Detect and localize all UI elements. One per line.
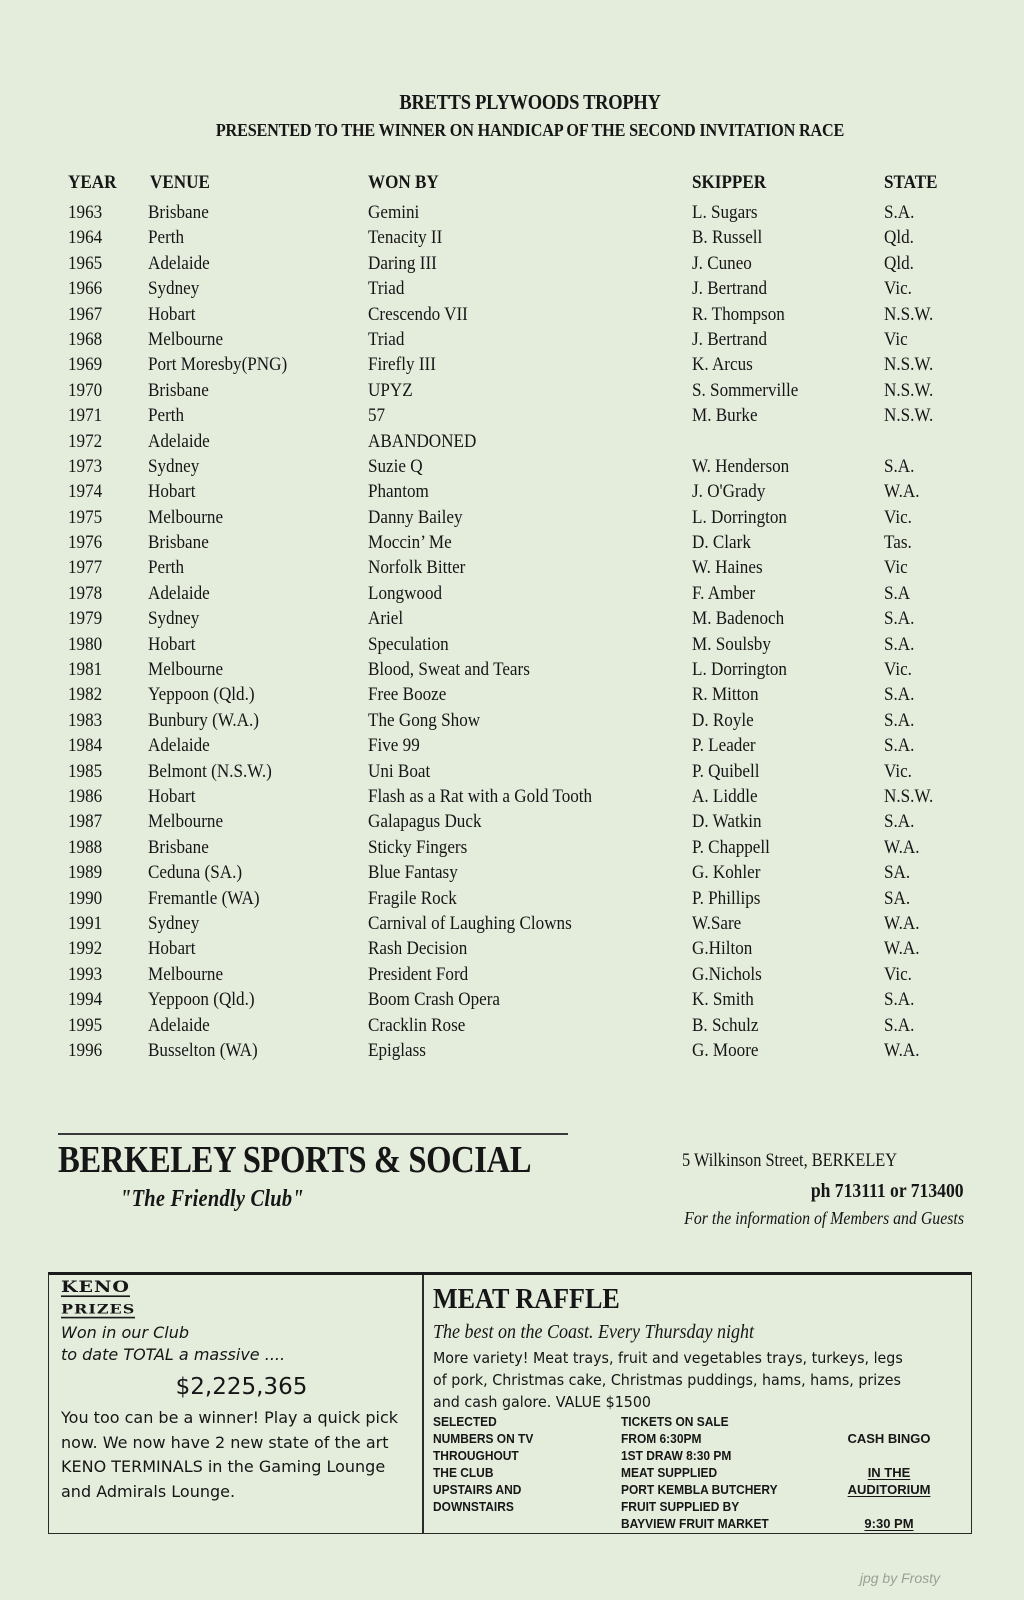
image-credit: jpg by Frosty [859,1570,940,1586]
cell-skipper: J. Cuneo [692,252,752,274]
trophy-subtitle: PRESENTED TO THE WINNER ON HANDICAP OF THE SECOND INVITATION RACE [215,120,845,140]
cell-state: W.A. [884,481,920,503]
raffle-title: MEAT RAFFLE [433,1283,620,1315]
cell-year: 1994 [68,989,103,1011]
cell-venue: Ceduna (SA.) [148,862,243,884]
cell-year: 1987 [68,811,103,833]
cell-skipper: K. Smith [692,989,754,1011]
cell-year: 1990 [68,887,103,909]
cell-skipper: J. O'Grady [692,481,766,503]
header-state: STATE [884,172,938,193]
cell-skipper: G.Hilton [692,938,753,960]
table-row [68,936,968,961]
table-row [68,555,968,580]
cell-year: 1971 [68,405,103,427]
table-row [68,454,968,479]
keno-panel [61,1279,416,1504]
keno-line2: to date TOTAL a massive .... [61,1345,286,1364]
cell-skipper: D. Royle [692,709,754,731]
cell-skipper: W. Haines [692,557,763,579]
cell-year: 1967 [68,303,103,325]
cell-won-by: ABANDONED [368,430,477,452]
results-table [68,170,968,1063]
cell-won-by: Carnival of Laughing Clowns [368,912,572,934]
table-row [68,987,968,1012]
cell-skipper: B. Schulz [692,1014,759,1036]
header-venue: VENUE [150,172,210,193]
table-row [68,327,968,352]
header-skipper: SKIPPER [692,172,767,193]
cell-year: 1963 [68,202,103,223]
cell-year: 1966 [68,278,103,300]
cell-state: S.A [884,582,911,604]
raffle-col2-line: PORT KEMBLA BUTCHERY [621,1482,778,1497]
bingo-line2: AUDITORIUM [847,1482,931,1497]
cell-state: Qld. [884,227,914,249]
keno-amount: $2,225,365 [175,1374,308,1400]
cell-year: 1996 [68,1039,103,1061]
cell-won-by: Epiglass [368,1039,426,1061]
cell-year: 1972 [68,430,103,452]
cell-year: 1964 [68,227,103,249]
raffle-tickets-column [621,1413,778,1532]
cell-skipper: D. Watkin [692,811,762,833]
cell-state: Vic. [884,760,912,782]
table-row [68,530,968,555]
table-row [68,581,968,606]
cell-venue: Melbourne [148,328,224,350]
cell-year: 1992 [68,938,103,960]
cell-won-by: Gemini [368,202,420,223]
raffle-numbers-column [433,1413,533,1515]
table-row [68,759,968,784]
cell-state: Vic [884,328,908,350]
cell-year: 1978 [68,582,103,604]
cell-won-by: Cracklin Rose [368,1014,466,1036]
cell-venue: Busselton (WA) [148,1039,258,1061]
table-row [68,657,968,682]
cell-venue: Brisbane [148,379,209,401]
cell-year: 1981 [68,659,103,681]
cell-won-by: Phantom [368,481,429,503]
cell-year: 1989 [68,862,103,884]
raffle-col1-line: NUMBERS ON TV [433,1431,534,1446]
cell-year: 1995 [68,1014,103,1036]
cell-venue: Hobart [148,785,196,807]
cell-won-by: Free Booze [368,684,447,706]
cell-year: 1970 [68,379,103,401]
cell-won-by: Blue Fantasy [368,862,458,884]
table-row [68,911,968,936]
cell-venue: Melbourne [148,811,224,833]
club-address: 5 Wilkinson Street, BERKELEY [682,1150,898,1171]
cell-venue: Melbourne [148,659,224,681]
cell-state: Tas. [884,532,912,554]
table-row [68,225,968,250]
bingo-line1: IN THE [867,1465,911,1480]
cell-won-by: Fragile Rock [368,887,457,909]
raffle-panel [433,1283,963,1533]
table-header [68,170,968,200]
cell-state: S.A. [884,811,915,833]
cell-venue: Sydney [148,608,200,630]
cell-venue: Perth [148,557,185,579]
cell-state: Vic [884,557,908,579]
raffle-body: More variety! Meat trays, fruit and vegetables trays, turkeys, legs of pork, Christmas cake, Christmas puddings, hams, hams, prizes and cash galore. VALUE $1500 [433,1349,903,1411]
cell-venue: Sydney [148,278,200,300]
table-row [68,429,968,454]
cell-skipper: K. Arcus [692,354,753,376]
cell-year: 1968 [68,328,103,350]
cell-won-by: Uni Boat [368,760,431,782]
cell-venue: Brisbane [148,202,209,223]
cell-won-by: UPYZ [368,379,413,401]
cell-skipper: J. Bertrand [692,278,768,300]
cell-year: 1975 [68,506,103,528]
cell-venue: Belmont (N.S.W.) [148,760,272,782]
cell-state: S.A. [884,735,915,757]
table-row [68,200,968,225]
cell-venue: Hobart [148,303,196,325]
cell-skipper: P. Quibell [692,760,760,782]
cell-year: 1980 [68,633,103,655]
cell-state: N.S.W. [884,405,934,427]
raffle-details [433,1413,963,1533]
cell-venue: Melbourne [148,963,224,985]
cell-venue: Adelaide [148,735,210,757]
cell-won-by: Firefly III [368,354,436,376]
cell-year: 1993 [68,963,103,985]
cell-state: S.A. [884,633,915,655]
cell-won-by: President Ford [368,963,469,985]
cell-state: S.A. [884,608,915,630]
cell-state: S.A. [884,455,915,477]
club-info: For the information of Members and Guests [684,1208,964,1228]
cell-skipper: G. Moore [692,1039,759,1061]
cell-won-by: Suzie Q [368,455,423,477]
raffle-col2-line: BAYVIEW FRUIT MARKET [621,1516,769,1531]
cell-venue: Fremantle (WA) [148,887,260,909]
cell-won-by: Speculation [368,633,449,655]
keno-line1: Won in our Club [61,1323,190,1342]
cell-state: S.A. [884,709,915,731]
cell-won-by: Flash as a Rat with a Gold Tooth [368,785,593,807]
raffle-col2-line: 1ST DRAW 8:30 PM [621,1448,732,1463]
cell-won-by: Daring III [368,252,437,274]
cell-state: W.A. [884,938,920,960]
cell-venue: Adelaide [148,252,210,274]
table-row [68,784,968,809]
cell-venue: Melbourne [148,506,224,528]
cell-skipper: L. Dorrington [692,659,787,681]
cell-skipper: M. Badenoch [692,608,785,630]
cell-year: 1977 [68,557,103,579]
table-row [68,1013,968,1038]
cash-bingo-column [829,1413,949,1532]
cell-venue: Sydney [148,912,200,934]
table-row [68,733,968,758]
cell-year: 1988 [68,836,103,858]
table-row [68,606,968,631]
cell-venue: Perth [148,405,185,427]
cell-skipper: F. Amber [692,582,756,604]
cell-skipper: P. Chappell [692,836,770,858]
cell-state: SA. [884,887,911,909]
cell-year: 1982 [68,684,103,706]
cell-won-by: Blood, Sweat and Tears [368,659,530,681]
cell-won-by: Rash Decision [368,938,468,960]
club-phone: ph 713111 or 713400 [811,1180,964,1202]
raffle-col2-line: FRUIT SUPPLIED BY [621,1499,740,1514]
cell-won-by: Galapagus Duck [368,811,482,833]
cell-skipper: D. Clark [692,532,751,554]
table-row [68,352,968,377]
cell-skipper: R. Thompson [692,303,785,325]
cell-venue: Adelaide [148,582,210,604]
raffle-col1-line: UPSTAIRS AND [433,1482,522,1497]
cell-skipper: P. Leader [692,735,756,757]
cell-skipper: P. Phillips [692,887,761,909]
cell-venue: Sydney [148,455,200,477]
cell-skipper: W.Sare [692,912,742,934]
raffle-col1-line: SELECTED [433,1414,497,1429]
table-row [68,403,968,428]
table-row [68,505,968,530]
cell-won-by: Sticky Fingers [368,836,468,858]
cell-venue: Adelaide [148,430,210,452]
club-name: BERKELEY SPORTS & SOCIAL [58,1139,532,1181]
cell-year: 1976 [68,532,103,554]
bingo-title: CASH BINGO [847,1431,931,1446]
cell-skipper: G. Kohler [692,862,761,884]
table-row [68,276,968,301]
cell-state: N.S.W. [884,379,934,401]
table-row [68,1038,968,1063]
raffle-col1-line: DOWNSTAIRS [433,1499,514,1514]
keno-body: You too can be a winner! Play a quick pick now. We now have 2 new state of the art KENO TERMINALS in the Gaming Lounge and Admirals Lounge. [61,1408,399,1501]
table-row [68,860,968,885]
cell-won-by: Five 99 [368,735,420,757]
table-row [68,708,968,733]
cell-year: 1969 [68,354,103,376]
cell-skipper: R. Mitton [692,684,759,706]
keno-title: KENO [61,1278,130,1297]
header-won-by: WON BY [368,172,439,193]
cell-skipper: L. Sugars [692,202,758,223]
cell-won-by: Ariel [368,608,404,630]
cell-skipper: S. Sommerville [692,379,799,401]
raffle-tagline: The best on the Coast. Every Thursday night [433,1321,754,1343]
cell-venue: Perth [148,227,185,249]
cell-venue: Yeppoon (Qld.) [148,684,255,706]
cell-venue: Port Moresby(PNG) [148,354,288,376]
cell-won-by: 57 [368,405,386,427]
keno-subtitle: PRIZES [61,1301,136,1317]
cell-skipper: M. Burke [692,405,758,427]
raffle-col2-line: FROM 6:30PM [621,1431,702,1446]
cell-state: S.A. [884,684,915,706]
header-year: YEAR [68,172,117,193]
cell-state: S.A. [884,202,915,223]
cell-state: N.S.W. [884,303,934,325]
cell-year: 1985 [68,760,103,782]
cell-state: W.A. [884,836,920,858]
cell-won-by: Triad [368,328,405,350]
cell-won-by: Longwood [368,582,443,604]
cell-won-by: Norfolk Bitter [368,557,466,579]
cell-year: 1974 [68,481,103,503]
cell-state: Vic. [884,659,912,681]
table-row [68,682,968,707]
cell-year: 1973 [68,455,103,477]
raffle-col2-line: TICKETS ON SALE [621,1414,729,1429]
cell-skipper: A. Liddle [692,785,758,807]
bingo-time: 9:30 PM [864,1516,914,1531]
table-row [68,632,968,657]
cell-skipper: J. Bertrand [692,328,768,350]
cell-won-by: Danny Bailey [368,506,463,528]
cell-state: SA. [884,862,911,884]
table-body [68,200,968,1063]
cell-year: 1965 [68,252,103,274]
cell-state: S.A. [884,1014,915,1036]
cell-year: 1979 [68,608,103,630]
cell-venue: Brisbane [148,836,209,858]
table-row [68,835,968,860]
table-row [68,962,968,987]
cell-skipper: G.Nichols [692,963,762,985]
cell-state: Vic. [884,506,912,528]
cell-venue: Hobart [148,938,196,960]
table-row [68,809,968,834]
cell-state: W.A. [884,912,920,934]
cell-year: 1986 [68,785,103,807]
cell-skipper: B. Russell [692,227,763,249]
cell-skipper: L. Dorrington [692,506,787,528]
cell-venue: Brisbane [148,532,209,554]
cell-state: Vic. [884,963,912,985]
cell-venue: Bunbury (W.A.) [148,709,259,731]
cell-won-by: Boom Crash Opera [368,989,501,1011]
cell-won-by: The Gong Show [368,709,481,731]
cell-state: N.S.W. [884,354,934,376]
table-row [68,251,968,276]
cell-year: 1983 [68,709,103,731]
table-row [68,479,968,504]
cell-won-by: Triad [368,278,405,300]
cell-won-by: Tenacity II [368,227,443,249]
cell-state: S.A. [884,989,915,1011]
cell-year: 1991 [68,912,103,934]
table-row [68,886,968,911]
club-tagline: "The Friendly Club" [120,1186,304,1212]
cell-state: N.S.W. [884,785,934,807]
table-row [68,302,968,327]
raffle-col2-line: MEAT SUPPLIED [621,1465,718,1480]
cell-won-by: Crescendo VII [368,303,468,325]
cell-state: W.A. [884,1039,920,1061]
cell-venue: Hobart [148,633,196,655]
cell-won-by: Moccin’ Me [368,532,452,554]
cell-state: Qld. [884,252,914,274]
cell-skipper: M. Soulsby [692,633,771,655]
cell-venue: Hobart [148,481,196,503]
cell-state: Vic. [884,278,912,300]
trophy-title: BRETTS PLYWOODS TROPHY [399,90,661,114]
cell-skipper: W. Henderson [692,455,790,477]
cell-year: 1984 [68,735,103,757]
promo-box [48,1272,972,1534]
club-divider [58,1133,568,1135]
cell-venue: Adelaide [148,1014,210,1036]
promo-divider [422,1275,424,1533]
raffle-col1-line: THE CLUB [433,1465,494,1480]
raffle-col1-line: THROUGHOUT [433,1448,519,1463]
table-row [68,378,968,403]
cell-venue: Yeppoon (Qld.) [148,989,255,1011]
